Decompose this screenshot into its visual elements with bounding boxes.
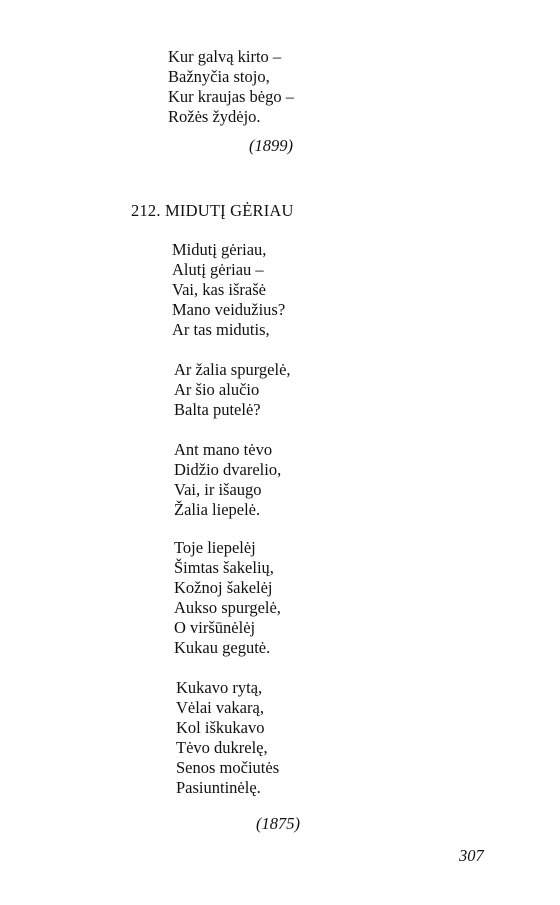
verse-line: Senos močiutės [176,758,280,777]
verse-line: Vai, kas išrašė [172,280,266,299]
verse-line: Kur galvą kirto – [168,47,282,66]
poem-date: (1899) [249,136,293,155]
verse-line: Kukau gegutė. [174,638,271,657]
verse-line: Aukso spurgelė, [174,598,281,617]
verse-line: Kur kraujas bėgo – [168,87,295,106]
verse-line: Ar šio alučio [174,380,260,399]
verse-line: Mano veidužius? [172,300,286,319]
verse-line: Balta putelė? [174,400,261,419]
verse-line: Kukavo rytą, [176,678,263,697]
verse-line: Bažnyčia stojo, [168,67,270,86]
verse-line: Šimtas šakelių, [174,558,274,577]
verse-line: Didžio dvarelio, [174,460,282,479]
verse-line: Tėvo dukrelę, [176,738,268,757]
verse-line: Žalia liepelė. [174,500,261,519]
verse-line: Toje liepelėj [174,538,256,557]
poem-heading [131,201,294,221]
page-number: 307 [459,846,484,865]
verse-line: Kol iškukavo [176,718,265,737]
verse-line: Rožės žydėjo. [168,107,261,126]
poem-number: 212. [131,201,161,220]
verse-line: Midutį gėriau, [172,240,267,259]
verse-line: Ant mano tėvo [174,440,273,459]
poem-date: (1875) [256,814,300,833]
verse-line: Vėlai vakarą, [176,698,264,717]
verse-line: Vai, ir išaugo [174,480,262,499]
verse-line: Kožnoj šakelėj [174,578,273,597]
verse-line: Pasiuntinėlę. [176,778,261,797]
poem-title: MIDUTĮ GĖRIAU [165,201,294,220]
verse-line: Ar tas midutis, [172,320,270,339]
verse-line: Ar žalia spurgelė, [174,360,291,379]
verse-line: O viršūnėlėj [174,618,256,637]
verse-line: Alutį gėriau – [172,260,264,279]
